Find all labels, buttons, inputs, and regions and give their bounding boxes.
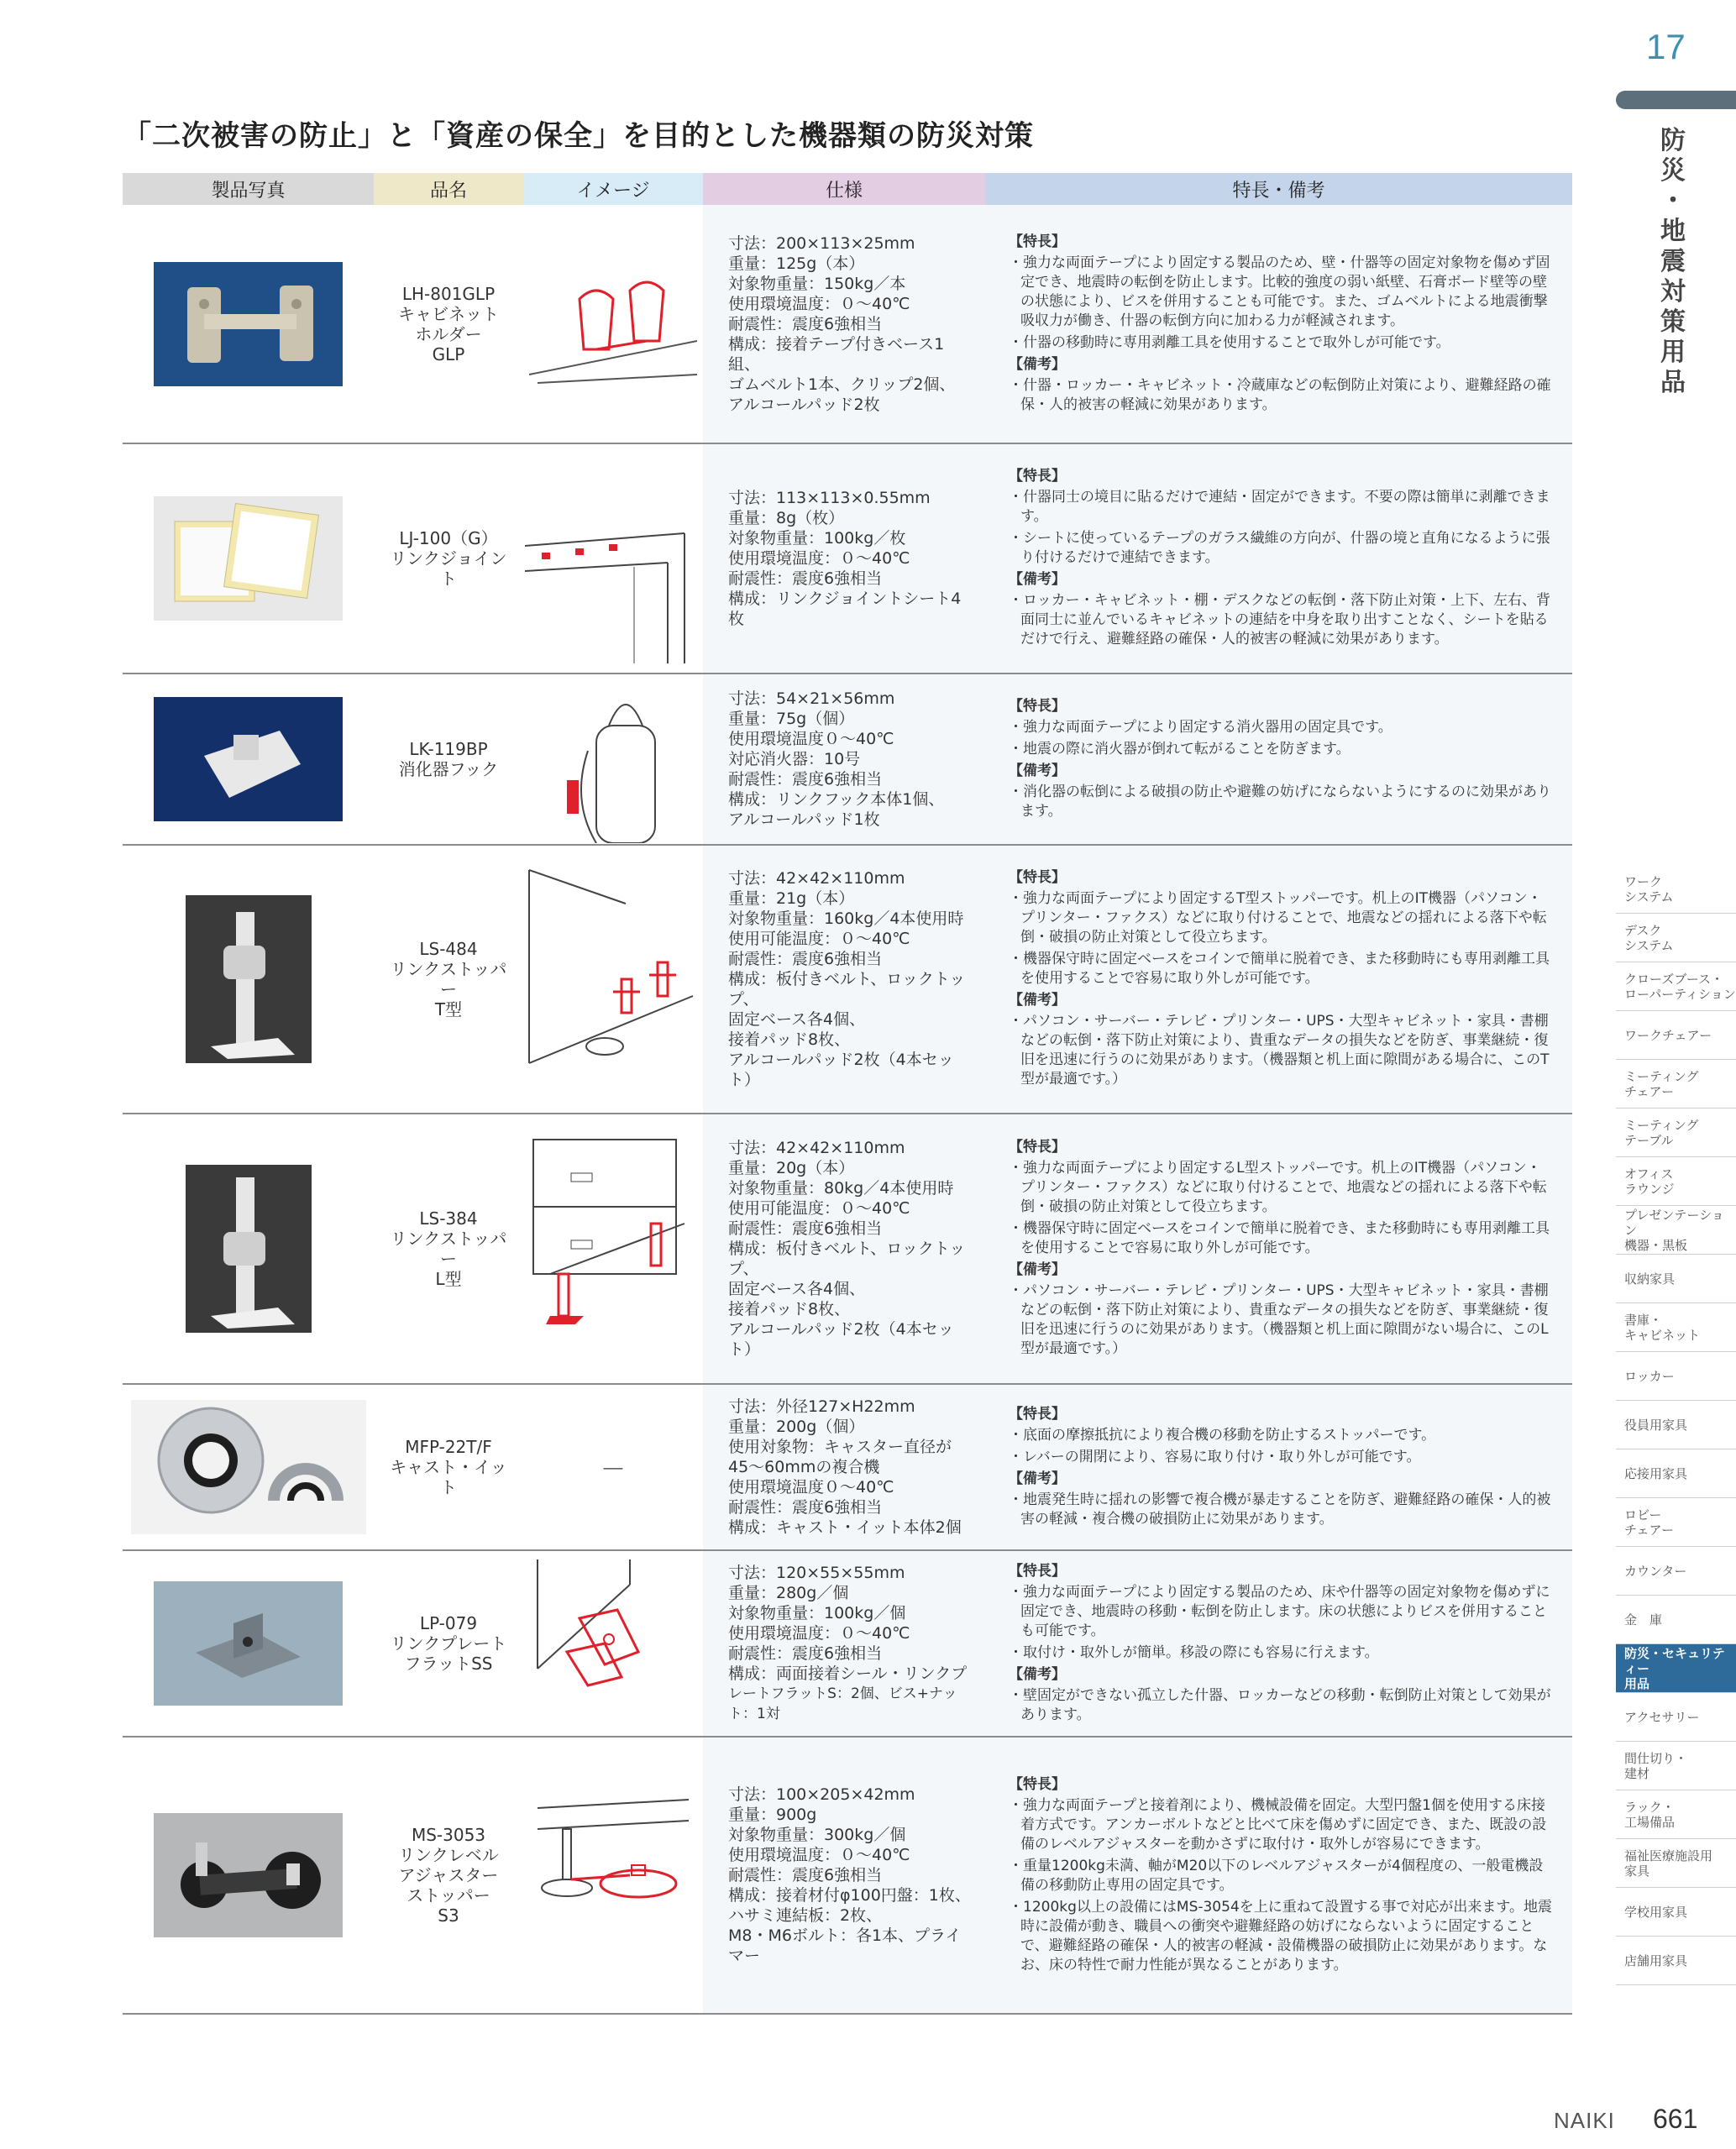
sidebar-item-label: 店舗用家具 bbox=[1624, 1952, 1688, 1968]
spec-line: 使用環境温度：０～40℃ bbox=[728, 294, 910, 313]
cabinet-holder-photo bbox=[154, 262, 343, 386]
note-item: ・ パソコン・サーバー・テレビ・プリンター・UPS・大型キャビネット・家具・書棚などの転倒・落下防止対策により、貴重なデータの損失などを防ぎ、事業継続・復旧を迅速に行うのに効果があります。（機器類と机上面に隙間がある場合に、このT型が最適です。） bbox=[1009, 1012, 1552, 1089]
sidebar-item-cabinet[interactable] bbox=[1616, 1303, 1736, 1352]
features-label: 【特長】 bbox=[1009, 1562, 1066, 1580]
spec-line: 重量：280g／個 bbox=[728, 1584, 849, 1602]
features-label: 【特長】 bbox=[1009, 233, 1066, 250]
sidebar-item-label: テーブル bbox=[1624, 1132, 1674, 1148]
sidebar-item-label: 学校用家具 bbox=[1624, 1904, 1688, 1920]
spec-line: アルコールパッド2枚（4本セット） bbox=[728, 1320, 954, 1359]
spec-line: 構成：接着テープ付きベース1組、 bbox=[728, 334, 945, 374]
spec-line: 寸法：54×21×56mm bbox=[728, 689, 895, 708]
product-name-line: リンクレベル bbox=[398, 1845, 499, 1865]
spec-line: 対象物重量：100kg／個 bbox=[728, 1604, 906, 1622]
product-photo-cell bbox=[123, 674, 374, 845]
product-name-line: LK-119BP bbox=[409, 739, 488, 759]
vertical-title-char: ・ bbox=[1660, 186, 1686, 216]
table-row bbox=[123, 1737, 1572, 2014]
sidebar-item-label: ミーティング bbox=[1624, 1117, 1699, 1133]
features-label: 【特長】 bbox=[1009, 697, 1066, 715]
spec-line: 重量：125g（本） bbox=[728, 254, 865, 273]
product-name-line: L型 bbox=[435, 1269, 462, 1289]
spec-line: 構成：板付きベルト、ロックトップ、 bbox=[728, 1240, 966, 1278]
column-header-name: 品名 bbox=[374, 173, 523, 205]
sidebar-item-meeting-table[interactable] bbox=[1616, 1109, 1736, 1157]
product-name-line: LH-801GLP bbox=[401, 283, 496, 304]
sidebar-item-storage[interactable] bbox=[1616, 1255, 1736, 1303]
sidebar-item-rack[interactable] bbox=[1616, 1790, 1736, 1839]
sidebar-item-partition-material[interactable] bbox=[1616, 1742, 1736, 1790]
feature-item: ・ 取付け・取外しが簡単。移設の際にも容易に行えます。 bbox=[1009, 1643, 1552, 1663]
spec-line: 重量：200g（個） bbox=[728, 1418, 865, 1436]
product-name-line: GLP bbox=[432, 343, 465, 364]
spec-line: 耐震性：震度6強相当 bbox=[728, 314, 883, 333]
features-label: 【特長】 bbox=[1009, 869, 1066, 886]
table-row bbox=[123, 1550, 1572, 1737]
table-header-row bbox=[123, 173, 1572, 205]
feature-item: ・ 強力な両面テープと接着剤により、機械設備を固定。大型円盤1個を使用する床接着方式です。アンカーボルトなどと比べて床を傷めずに固定でき、また、既設の設備のレベルアジャスターを動かさずに取付け・取外しが容易にできます。 bbox=[1009, 1796, 1552, 1854]
vertical-title-char: 策 bbox=[1660, 307, 1686, 337]
column-header-spec: 仕様 bbox=[703, 173, 985, 205]
sidebar-item-label: 応接用家具 bbox=[1624, 1465, 1688, 1481]
vertical-title-char: 震 bbox=[1660, 247, 1686, 276]
product-name-line: リンクストッパー bbox=[390, 1229, 507, 1269]
sidebar-item-label: 機器・黒板 bbox=[1624, 1237, 1688, 1253]
feature-item: ・ シートに使っているテープのガラス繊維の方向が、什器の境と直角になるように張り付けるだけで連結できます。 bbox=[1009, 529, 1552, 568]
spec-line: アルコールパッド2枚（4本セット） bbox=[728, 1051, 954, 1089]
link-joint-illustration bbox=[525, 453, 701, 663]
sidebar-item-label: プレゼンテーション bbox=[1624, 1207, 1724, 1238]
column-header-photo: 製品写真 bbox=[123, 173, 374, 205]
l-stopper-photo bbox=[186, 1165, 312, 1333]
product-photo-cell bbox=[123, 205, 374, 443]
spec-line: 接着パッド8枚、 bbox=[728, 1300, 851, 1318]
sidebar-item-booth-partition[interactable] bbox=[1616, 962, 1736, 1011]
spec-line: 寸法：42×42×110mm bbox=[728, 869, 905, 888]
spec-line: 重量：20g（本） bbox=[728, 1159, 855, 1177]
spec-line: 対応消火器：10号 bbox=[728, 750, 861, 768]
table-row bbox=[123, 1114, 1572, 1384]
sidebar-item-welfare-medical[interactable] bbox=[1616, 1839, 1736, 1888]
product-name-cell bbox=[374, 205, 523, 443]
product-photo-cell bbox=[123, 443, 374, 674]
sidebar-item-label: チェアー bbox=[1624, 1083, 1675, 1099]
spec-line: 重量：75g（個） bbox=[728, 710, 855, 728]
product-name-line: 消化器フック bbox=[398, 759, 499, 779]
product-name-line: MS-3053 bbox=[411, 1825, 486, 1845]
product-image-cell bbox=[523, 845, 703, 1114]
feature-item: ・ 強力な両面テープにより固定するT型ストッパーです。机上のIT機器（パソコン・プリンター・ファクス）などに取り付けることで、地震などの揺れによる落下や転倒・破損の防止対策として役立ちます。 bbox=[1009, 889, 1552, 947]
spec-line: 耐震性：震度6強相当 bbox=[728, 950, 883, 968]
spec-line: 構成：リンクフック本体1個、 bbox=[728, 790, 945, 809]
product-name-line: LS-384 bbox=[419, 1208, 478, 1229]
vertical-title-char: 品 bbox=[1660, 368, 1686, 397]
sidebar-item-lobby-chair[interactable] bbox=[1616, 1498, 1736, 1547]
feature-item: ・ 機器保守時に固定ベースをコインで簡単に脱着でき、また移動時にも専用剥離工具を使用することで容易に取り外しが可能です。 bbox=[1009, 1219, 1552, 1258]
spec-line: 構成：板付きベルト、ロックトップ、 bbox=[728, 970, 966, 1009]
page-number: 661 bbox=[1653, 2104, 1698, 2134]
notes-label: 【備考】 bbox=[1009, 762, 1066, 779]
feature-item: ・ 地震の際に消火器が倒れて転がることを防ぎます。 bbox=[1009, 740, 1552, 759]
product-spec-cell bbox=[703, 1550, 985, 1737]
features-label: 【特長】 bbox=[1009, 1139, 1066, 1156]
product-name-line: キャスト・イット bbox=[390, 1457, 507, 1497]
note-item: ・ 壁固定ができない孤立した什器、ロッカーなどの移動・転倒防止対策として効果があります。 bbox=[1009, 1686, 1552, 1725]
vertical-title-char: 地 bbox=[1660, 217, 1686, 246]
extinguisher-illustration bbox=[529, 675, 697, 843]
spec-line: 耐震性：震度6強相当 bbox=[728, 569, 883, 588]
sidebar-item-meeting-chair[interactable] bbox=[1616, 1060, 1736, 1109]
note-item: ・ パソコン・サーバー・テレビ・プリンター・UPS・大型キャビネット・家具・書棚などの転倒・落下防止対策により、貴重なデータの損失などを防ぎ、事業継続・復旧を迅速に行うのに効果があります。（機器類と机上面に隙間がない場合に、このL型が最適です。） bbox=[1009, 1282, 1552, 1359]
notes-label: 【備考】 bbox=[1009, 1665, 1066, 1683]
product-name-line: フラットSS bbox=[404, 1654, 493, 1674]
product-features-cell bbox=[985, 205, 1572, 443]
spec-line: 45～60mmの複合機 bbox=[728, 1458, 880, 1476]
product-image-cell bbox=[523, 1550, 703, 1737]
product-name-line: キャビネット bbox=[398, 303, 499, 324]
spec-line: 対象物重量：80kg／4本使用時 bbox=[728, 1179, 954, 1198]
product-image-cell bbox=[523, 1384, 703, 1550]
features-label: 【特長】 bbox=[1009, 468, 1066, 485]
cast-it-photo bbox=[131, 1400, 366, 1534]
chapter-tab-bar bbox=[1616, 91, 1736, 109]
sidebar-item-school[interactable] bbox=[1616, 1888, 1736, 1937]
product-image-cell bbox=[523, 674, 703, 845]
column-header-image: イメージ bbox=[523, 173, 703, 205]
table-row bbox=[123, 1384, 1572, 1550]
spec-line: 寸法：200×113×25mm bbox=[728, 233, 915, 253]
spec-line: 寸法：100×205×42mm bbox=[728, 1785, 915, 1804]
feature-item: ・ 強力な両面テープにより固定する製品のため、床や什器等の固定対象物を傷めずに固定でき、地震時の移動・転倒を防止します。床の状態によりビスを併用することも可能です。 bbox=[1009, 1583, 1552, 1641]
sidebar-item-label: ラウンジ bbox=[1624, 1181, 1675, 1197]
spec-line: 寸法：42×42×110mm bbox=[728, 1139, 905, 1157]
spec-line: 重量：8g（枚） bbox=[728, 509, 845, 527]
category-sidebar bbox=[1616, 865, 1736, 1985]
sidebar-item-label: ワークチェアー bbox=[1624, 1027, 1712, 1043]
notes-label: 【備考】 bbox=[1009, 355, 1066, 373]
holder-illustration bbox=[529, 249, 697, 400]
product-name-line: LS-484 bbox=[419, 939, 478, 959]
spec-line: 耐震性：震度6強相当 bbox=[728, 770, 883, 789]
feature-item: ・ 機器保守時に固定ベースをコインで簡単に脱着でき、また移動時にも専用剥離工具を使用することで容易に取り外しが可能です。 bbox=[1009, 950, 1552, 988]
no-image-placeholder: － bbox=[601, 1455, 626, 1485]
sidebar-item-label: 家具 bbox=[1624, 1863, 1650, 1879]
product-name-line: リンクプレート bbox=[390, 1633, 507, 1654]
feature-item: ・ 什器同士の境目に貼るだけで連結・固定ができます。不要の際は簡単に剥離できます。 bbox=[1009, 488, 1552, 527]
product-table bbox=[123, 173, 1572, 2015]
product-name-line: MFP-22T/F bbox=[405, 1437, 492, 1457]
table-row bbox=[123, 845, 1572, 1114]
link-joint-photo bbox=[154, 496, 343, 621]
extinguisher-hook-photo bbox=[154, 697, 343, 821]
product-name-line: アジャスター bbox=[398, 1865, 499, 1885]
product-features-cell bbox=[985, 443, 1572, 674]
sidebar-item-label: ロッカー bbox=[1624, 1368, 1675, 1384]
product-features-cell bbox=[985, 1737, 1572, 2014]
product-photo-cell bbox=[123, 845, 374, 1114]
sidebar-item-work-chair[interactable] bbox=[1616, 1011, 1736, 1060]
table-row bbox=[123, 443, 1572, 674]
sidebar-item-label: 書庫・ bbox=[1624, 1312, 1663, 1328]
t-stopper-illustration bbox=[525, 853, 701, 1105]
sidebar-item-label: クローズブース・ bbox=[1624, 971, 1724, 987]
spec-line: M8・M6ボルト：各1本、プライマー bbox=[728, 1926, 962, 1965]
spec-line: 使用環境温度０～40℃ bbox=[728, 1478, 894, 1496]
sidebar-item-label: カウンター bbox=[1624, 1563, 1687, 1579]
spec-line: 対象物重量：160kg／4本使用時 bbox=[728, 909, 964, 928]
note-item: ・ 消化器の転倒による破損の防止や避難の妨げにならないようにするのに効果があります。 bbox=[1009, 783, 1552, 821]
product-name-cell bbox=[374, 674, 523, 845]
vertical-title-char: 用 bbox=[1660, 338, 1686, 367]
spec-line: 対象物重量：300kg／個 bbox=[728, 1826, 906, 1844]
table-row bbox=[123, 205, 1572, 443]
sidebar-item-label: システム bbox=[1624, 888, 1674, 904]
spec-line: 寸法：113×113×0.55mm bbox=[728, 489, 931, 507]
sidebar-item-label: 工場備品 bbox=[1624, 1814, 1676, 1830]
notes-label: 【備考】 bbox=[1009, 1470, 1066, 1487]
product-name-cell bbox=[374, 1114, 523, 1384]
sidebar-item-label: キャビネット bbox=[1624, 1327, 1701, 1343]
product-name-line: リンクジョイント bbox=[390, 548, 507, 589]
product-spec-cell bbox=[703, 1114, 985, 1384]
level-adjuster-stopper-photo bbox=[154, 1813, 343, 1937]
product-features-cell bbox=[985, 674, 1572, 845]
sidebar-item-work-system[interactable] bbox=[1616, 865, 1736, 914]
spec-line: アルコールパッド1枚 bbox=[728, 810, 880, 829]
sidebar-item-presentation[interactable] bbox=[1616, 1206, 1736, 1255]
sidebar-item-store[interactable] bbox=[1616, 1937, 1736, 1985]
spec-line: 耐震性：震度6強相当 bbox=[728, 1644, 883, 1663]
product-name-cell bbox=[374, 845, 523, 1114]
product-spec-cell bbox=[703, 205, 985, 443]
spec-line: レートフラットS：2個、ビス+ナット：1対 bbox=[728, 1685, 957, 1722]
sidebar-item-label: 収納家具 bbox=[1624, 1271, 1676, 1287]
spec-line: 使用可能温度：０～40℃ bbox=[728, 1199, 910, 1218]
product-name-line: ホルダー bbox=[415, 323, 482, 344]
spec-line: 固定ベース各4個、 bbox=[728, 1010, 866, 1029]
sidebar-item-label: デスク bbox=[1624, 922, 1662, 938]
spec-line: 構成：キャスト・イット本体2個 bbox=[728, 1518, 962, 1537]
link-plate-photo bbox=[154, 1581, 343, 1706]
sidebar-item-label: チェアー bbox=[1624, 1522, 1675, 1538]
vertical-category-title bbox=[1656, 126, 1690, 398]
sidebar-item-label: 金 庫 bbox=[1624, 1612, 1663, 1627]
sidebar-item-safe[interactable] bbox=[1616, 1596, 1736, 1644]
sidebar-item-label: ローパーティション bbox=[1624, 986, 1736, 1002]
product-image-cell bbox=[523, 205, 703, 443]
spec-line: 使用可能温度：０～40℃ bbox=[728, 930, 910, 948]
product-features-cell bbox=[985, 1114, 1572, 1384]
product-name-cell bbox=[374, 1384, 523, 1550]
sidebar-item-label: 用品 bbox=[1624, 1675, 1650, 1691]
spec-line: 固定ベース各4個、 bbox=[728, 1280, 866, 1298]
vertical-title-char: 災 bbox=[1660, 156, 1686, 186]
note-item: ・ ロッカー・キャビネット・棚・デスクなどの転倒・落下防止対策・上下、左右、背面同士に並んでいるキャビネットの連結を中身を取り出すことなく、シートを貼るだけで行え、避難経路の確保・人的被害の軽減に効果があります。 bbox=[1009, 591, 1552, 649]
sidebar-item-reception[interactable] bbox=[1616, 1449, 1736, 1498]
product-name-cell bbox=[374, 1737, 523, 2014]
product-image-cell bbox=[523, 1114, 703, 1384]
feature-item: ・ 強力な両面テープにより固定する製品のため、壁・什器等の固定対象物を傷めず固定でき、地震時の転倒を防止します。比較的強度の弱い紙壁、石膏ボード壁等の壁の状態により、ビスを併用することも可能です。また、ゴムベルトによる地震衝撃吸収力が働き、什器の転倒方向に加わる力が軽減されます。 bbox=[1009, 254, 1552, 331]
sidebar-item-locker[interactable] bbox=[1616, 1352, 1736, 1401]
feature-item: ・ 重量1200kg未満、軸がM20以下のレベルアジャスターが4個程度の、一般電機設備の移動防止専用の固定具です。 bbox=[1009, 1857, 1552, 1895]
vertical-title-char: 防 bbox=[1660, 126, 1686, 155]
product-name-line: S3 bbox=[438, 1905, 459, 1926]
sidebar-item-label: ミーティング bbox=[1624, 1068, 1699, 1084]
product-spec-cell bbox=[703, 674, 985, 845]
product-spec-cell bbox=[703, 845, 985, 1114]
sidebar-item-executive[interactable] bbox=[1616, 1401, 1736, 1449]
product-features-cell bbox=[985, 1550, 1572, 1737]
spec-line: 構成：接着材付φ100円盤：1枚、 bbox=[728, 1886, 971, 1905]
feature-item: ・ 底面の摩擦抵抗により複合機の移動を防止するストッパーです。 bbox=[1009, 1426, 1552, 1445]
product-name-line: LP-079 bbox=[419, 1613, 478, 1633]
product-photo-cell bbox=[123, 1384, 374, 1550]
product-image-cell bbox=[523, 443, 703, 674]
feature-item: ・ 強力な両面テープにより固定するL型ストッパーです。机上のIT機器（パソコン・プリンター・ファクス）などに取り付けることで、地震などの揺れによる落下や転倒・破損の防止対策として役立ちます。 bbox=[1009, 1159, 1552, 1217]
product-spec-cell bbox=[703, 1384, 985, 1550]
sidebar-item-desk-system[interactable] bbox=[1616, 914, 1736, 962]
product-name-cell bbox=[374, 443, 523, 674]
feature-item: ・ レバーの開閉により、容易に取り付け・取り外しが可能です。 bbox=[1009, 1448, 1552, 1467]
product-features-cell bbox=[985, 845, 1572, 1114]
features-label: 【特長】 bbox=[1009, 1775, 1066, 1793]
sidebar-item-label: 福祉医療施設用 bbox=[1624, 1848, 1713, 1863]
spec-line: 接着パッド8枚、 bbox=[728, 1030, 851, 1049]
sidebar-item-office-lounge[interactable] bbox=[1616, 1157, 1736, 1206]
sidebar-item-label: 間仕切り・ bbox=[1624, 1750, 1688, 1766]
note-item: ・ 什器・ロッカー・キャビネット・冷蔵庫などの転倒防止対策により、避難経路の確保・人的被害の軽減に効果があります。 bbox=[1009, 376, 1552, 415]
column-header-features: 特長・備考 bbox=[985, 173, 1572, 205]
sidebar-item-label: 建材 bbox=[1624, 1765, 1650, 1781]
page-title: 「二次被害の防止」と「資産の保全」を目的とした機器類の防災対策 bbox=[123, 119, 1034, 153]
product-photo-cell bbox=[123, 1550, 374, 1737]
spec-line: 使用対象物：キャスター直径が bbox=[728, 1438, 952, 1456]
brand-name: NAIKI bbox=[1554, 2108, 1615, 2133]
note-item: ・ 地震発生時に揺れの影響で複合機が暴走することを防ぎ、避難経路の確保・人的被害の軽減・複合機の破損防止に効果があります。 bbox=[1009, 1491, 1552, 1529]
spec-line: 使用環境温度：０～40℃ bbox=[728, 1846, 910, 1864]
vertical-title-char: 対 bbox=[1660, 277, 1686, 307]
sidebar-item-label: アクセサリー bbox=[1624, 1709, 1700, 1725]
spec-line: 使用環境温度：０～40℃ bbox=[728, 549, 910, 568]
product-spec-cell bbox=[703, 443, 985, 674]
product-features-cell bbox=[985, 1384, 1572, 1550]
product-name-line: ストッパー bbox=[406, 1885, 490, 1905]
product-name-line: T型 bbox=[434, 999, 463, 1019]
link-plate-illustration bbox=[529, 1559, 697, 1727]
feature-item: ・ 1200kg以上の設備にはMS-3054を上に重ねて設置する事で対応が出来ます。地震時に設備が動き、職員への衝突や避難経路の妨げにならないように固定することで、避難経路の確保・人的被害の軽減・設備機器の破損防止に効果があります。なお、床の特性で耐力性能が異なることがあります。 bbox=[1009, 1898, 1552, 1975]
product-spec-cell bbox=[703, 1737, 985, 2014]
spec-line: 対象物重量：100kg／枚 bbox=[728, 529, 906, 548]
sidebar-item-accessory[interactable] bbox=[1616, 1693, 1736, 1742]
notes-label: 【備考】 bbox=[1009, 1261, 1066, 1278]
spec-line: 重量：900g bbox=[728, 1806, 817, 1824]
spec-line: 使用環境温度０～40℃ bbox=[728, 730, 894, 748]
sidebar-item-label: システム bbox=[1624, 937, 1674, 953]
sidebar-item-counter[interactable] bbox=[1616, 1547, 1736, 1596]
l-stopper-illustration bbox=[525, 1123, 701, 1375]
sidebar-item-label: ロビー bbox=[1624, 1507, 1662, 1523]
spec-line: 重量：21g（本） bbox=[728, 889, 855, 908]
table-row bbox=[123, 674, 1572, 845]
features-label: 【特長】 bbox=[1009, 1405, 1066, 1423]
spec-line: 構成：リンクジョイントシート4枚 bbox=[728, 590, 962, 628]
feature-item: ・ 什器の移動時に専用剥離工具を使用することで取外しが可能です。 bbox=[1009, 333, 1552, 353]
spec-line: 寸法：外径127×H22mm bbox=[728, 1397, 915, 1416]
product-photo-cell bbox=[123, 1114, 374, 1384]
t-stopper-photo bbox=[186, 895, 312, 1063]
spec-line: ゴムベルト1本、クリップ2個、 bbox=[728, 375, 956, 394]
spec-line: 構成：両面接着シール・リンクプ bbox=[728, 1664, 968, 1683]
spec-line: アルコールパッド2枚 bbox=[728, 395, 880, 414]
feature-item: ・ 強力な両面テープにより固定する消火器用の固定具です。 bbox=[1009, 718, 1552, 737]
notes-label: 【備考】 bbox=[1009, 992, 1066, 1009]
sidebar-item-label: ワーク bbox=[1624, 873, 1663, 889]
spec-line: 対象物重量：150kg／本 bbox=[728, 274, 906, 293]
sidebar-item-disaster-security[interactable] bbox=[1616, 1644, 1736, 1693]
sidebar-item-label: 防災・セキュリティー bbox=[1624, 1645, 1725, 1676]
sidebar-item-label: 役員用家具 bbox=[1624, 1417, 1688, 1433]
sidebar-item-label: ラック・ bbox=[1624, 1799, 1675, 1815]
spec-line: 使用環境温度：０～40℃ bbox=[728, 1624, 910, 1643]
product-name-cell bbox=[374, 1550, 523, 1737]
product-name-line: LJ-100（G） bbox=[399, 528, 498, 548]
product-image-cell bbox=[523, 1737, 703, 2014]
notes-label: 【備考】 bbox=[1009, 571, 1066, 588]
spec-line: 寸法：120×55×55mm bbox=[728, 1564, 905, 1582]
spec-line: 耐震性：震度6強相当 bbox=[728, 1498, 883, 1517]
spec-line: 耐震性：震度6強相当 bbox=[728, 1219, 883, 1238]
product-photo-cell bbox=[123, 1737, 374, 2014]
product-name-line: リンクストッパー bbox=[390, 959, 507, 999]
spec-line: 耐震性：震度6強相当 bbox=[728, 1866, 883, 1884]
spec-line: ハサミ連結板：2枚、 bbox=[728, 1906, 883, 1925]
chapter-number: 17 bbox=[1646, 27, 1686, 66]
level-adjuster-illustration bbox=[529, 1791, 697, 1959]
sidebar-item-label: オフィス bbox=[1624, 1166, 1674, 1182]
